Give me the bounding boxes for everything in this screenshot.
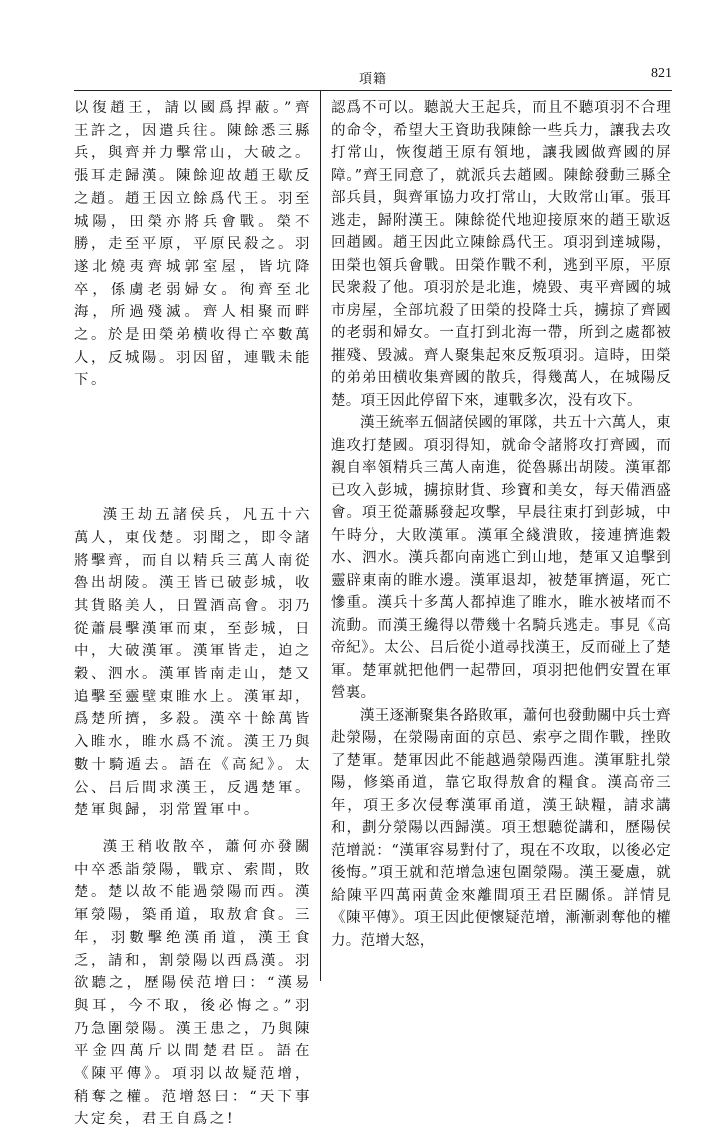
page-header (74, 68, 672, 92)
paragraph-gap (74, 822, 312, 836)
classical-paragraph-2: 漢王劫五諸侯兵，凡五十六萬人，東伐楚。羽聞之，即令諸將擊齊，而自以精兵三萬人南從魯出胡陵。漢王皆已破彭城，收其貨賂美人，日置酒高會。羽乃從蕭晨擊漢軍而東，至彭城，日中，大破漢軍。漢軍皆走，迫之穀、泗水。漢軍皆南走山，楚又追擊至靈壁東睢水上。漢軍却，爲楚所擠，多殺。漢卒十餘萬皆入睢水，睢水爲不流。漢王乃與數十騎遁去。語在《高紀》。太公、吕后間求漢王，反遇楚軍。楚軍與歸，羽常置軍中。 (74, 507, 312, 819)
column-divider (320, 91, 321, 981)
header-rule (74, 90, 672, 91)
running-title: 項籍 (358, 72, 387, 87)
page-number: 821 (651, 66, 672, 81)
classical-paragraph-1: 以復趙王，請以國爲捍蔽。”齊王許之，因遣兵往。陳餘悉三縣兵，與齊并力擊常山，大破之。張耳走歸漢。陳餘迎故趙王歇反之趙。趙王因立餘爲代王。羽至城陽，田榮亦將兵會戰。榮不勝，走至平原，平原民殺之。羽遂北燒夷齊城郭室屋，皆坑降卒，係虜老弱婦女。徇齊至北海，所過殘滅。齊人相聚而畔之。於是田榮弟横收得亡卒數萬人，反城陽。羽因留，連戰未能下。 (74, 100, 312, 389)
classical-text-column (74, 97, 312, 1131)
translation-paragraph-3: 漢王逐漸聚集各路敗軍，蕭何也發動關中兵士齊赴滎陽，在滎陽南面的京邑、索亭之間作戰，挫敗了楚軍。楚軍因此不能越過滎陽西進。漢軍駐扎滎陽，修築甬道，靠它取得敖倉的糧食。漢高帝三年，項王多次侵奪漢軍甬道，漢王缺糧，請求講和，劃分滎陽以西歸漢。項王想聽從講和，歷陽侯范增説：“漢軍容易對付了，現在不攻取，以後必定後悔。”項王就和范增急速包圍滎陽。漢王憂慮，就給陳平四萬兩黄金來離間項王君臣關係。詳情見《陳平傳》。項王因此便懷疑范增，漸漸剥奪他的權力。范增大怒， (331, 707, 671, 949)
translation-paragraph-2: 漢王統率五個諸侯國的軍隊，共五十六萬人，東進攻打楚國。項羽得知，就命令諸將攻打齊國，而親自率領精兵三萬人南進，從魯縣出胡陵。漢軍都已攻入彭城，擄掠財貨、珍寶和美女，每天備酒盛會。項王從蕭縣發起攻擊，早晨往東打到彭城，中午時分，大敗漢軍。漢軍全綫潰敗，接連擠進穀水、泗水。漢兵都向南逃亡到山地，楚軍又追擊到靈辟東南的睢水邊。漢軍退却，被楚軍擠逼，死亡慘重。漢兵十多萬人都掉進了睢水，睢水被堵而不流動。而漢王纔得以帶幾十名騎兵逃走。事見《高帝紀》。太公、吕后從小道尋找漢王，反而碰上了楚軍。楚軍就把他們一起帶回，項羽把他們安置在軍營裏。 (331, 415, 671, 701)
translation-column (331, 97, 671, 952)
translation-paragraph-1: 認爲不可以。聽説大王起兵，而且不聽項羽不合理的命令，希望大王資助我陳餘一些兵力，讓我去攻打常山，恢復趙王原有領地，讓我國做齊國的屏障。”齊王同意了，就派兵去趙國。陳餘發動三縣全部兵員，與齊軍協力攻打常山，大敗常山軍。張耳逃走，歸附漢王。陳餘從代地迎接原來的趙王歇返回趙國。趙王因此立陳餘爲代王。項羽到達城陽，田榮也領兵會戰。田榮作戰不利，逃到平原，平原民衆殺了他。項羽於是北進，燒毀、夷平齊國的城市房屋，全部坑殺了田榮的投降士兵，擄掠了齊國的老弱和婦女。一直打到北海一帶，所到之處都被摧殘、毁滅。齊人聚集起來反叛項羽。這時，田榮的弟弟田横收集齊國的散兵，得幾萬人，在城陽反楚。項王因此停留下來，連戰多次，没有攻下。 (331, 100, 671, 409)
classical-paragraph-3: 漢王稍收散卒，蕭何亦發關中卒悉詣滎陽，戰京、索間，敗楚。楚以故不能過滎陽而西。漢軍滎陽，築甬道，取敖倉食。三年，羽數擊绝漢甬道，漢王食乏，請和，割滎陽以西爲漢。羽欲聽之，歷陽侯范增曰：“漢易與耳，今不取，後必悔之。”羽乃急圍滎陽。漢王患之，乃與陳平金四萬斤以間楚君臣。語在《陳平傳》。項羽以故疑范增，稍奪之權。范增怒曰：“天下事大定矣，君王自爲之! (74, 838, 312, 1128)
paragraph-gap (74, 392, 312, 504)
